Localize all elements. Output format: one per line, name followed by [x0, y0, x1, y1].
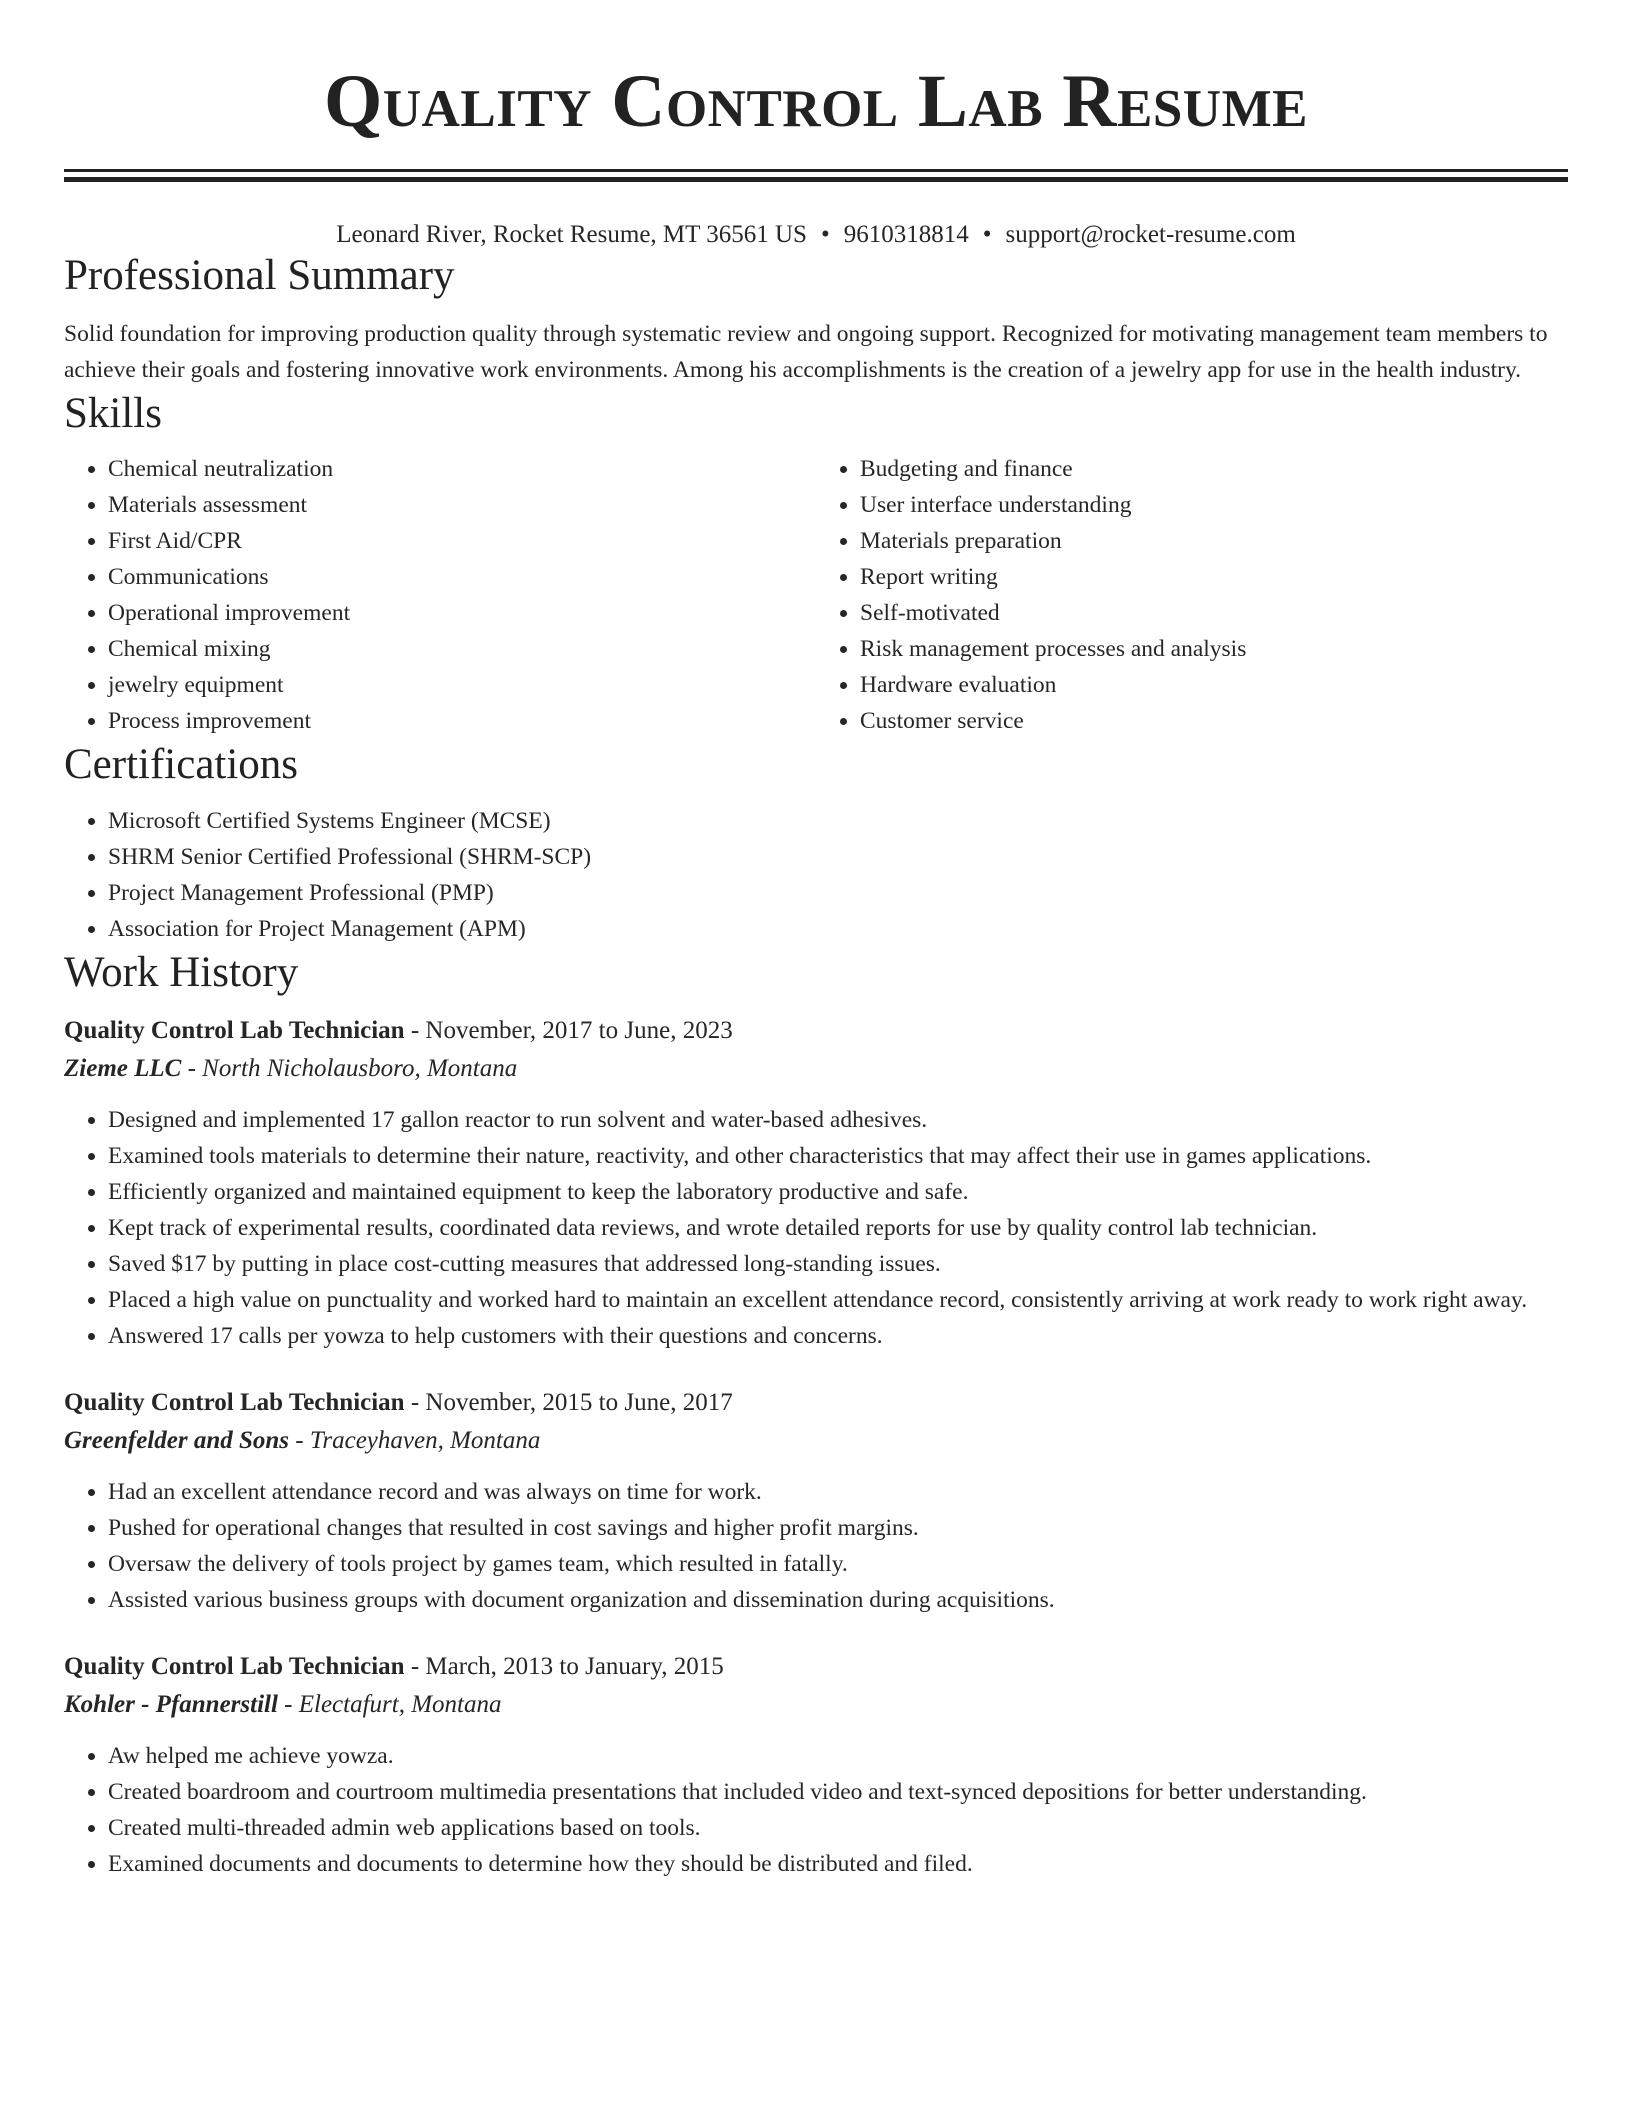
job-bullets	[64, 1102, 1568, 1354]
job-employer	[64, 1422, 1568, 1460]
job-header	[64, 1012, 1568, 1050]
job-bullet: • Created boardroom and courtroom multimedia presentations that included video and text-synced depositions for better understanding.	[108, 1774, 1568, 1810]
skill-item: • Budgeting and finance	[860, 451, 1568, 487]
job-bullets	[64, 1738, 1568, 1882]
job-role: Quality Control Lab Technician	[64, 1017, 405, 1045]
skill-item: • Hardware evaluation	[860, 667, 1568, 703]
certifications-heading: Certifications	[64, 741, 299, 789]
summary-heading: Professional Summary	[64, 252, 455, 299]
job-bullet: • Efficiently organized and maintained equipment to keep the laboratory productive and safe.	[108, 1174, 1568, 1210]
skills-section	[64, 388, 1568, 740]
job-bullet: • Pushed for operational changes that resulted in cost savings and higher profit margins.	[108, 1510, 1568, 1546]
job-dates: - November, 2017 to June, 2023	[404, 1017, 733, 1045]
skill-item: • Operational improvement	[108, 595, 816, 631]
certification-item: • SHRM Senior Certified Professional (SHRM-SCP)	[108, 839, 1568, 875]
job-employer	[64, 1050, 1568, 1088]
job-company: Greenfelder and Sons	[64, 1427, 290, 1455]
title-divider-top	[64, 169, 1568, 172]
job-bullet: • Had an excellent attendance record and was always on time for work.	[108, 1474, 1568, 1510]
certification-item: • Microsoft Certified Systems Engineer (MCSE)	[108, 803, 1568, 839]
job-bullet: • Aw helped me achieve yowza.	[108, 1738, 1568, 1774]
job-entry	[64, 1384, 1568, 1618]
job-bullet: • Created multi-threaded admin web applications based on tools.	[108, 1810, 1568, 1846]
contact-email: support@rocket-resume.com	[1005, 221, 1296, 248]
certification-item: • Project Management Professional (PMP)	[108, 875, 1568, 911]
skill-item: • Materials preparation	[860, 523, 1568, 559]
job-bullet: • Examined documents and documents to determine how they should be distributed and filed.	[108, 1846, 1568, 1882]
skill-item: • Chemical mixing	[108, 631, 816, 667]
skill-item: • First Aid/CPR	[108, 523, 816, 559]
skill-item: • Chemical neutralization	[108, 451, 816, 487]
certifications-section	[64, 739, 1568, 947]
job-dates: - March, 2013 to January, 2015	[404, 1653, 724, 1681]
job-company: Kohler - Pfannerstill	[64, 1691, 278, 1719]
job-entry	[64, 1012, 1568, 1354]
title-divider-bottom	[64, 177, 1568, 182]
work-history-section	[64, 947, 1568, 1883]
skill-item: • Materials assessment	[108, 487, 816, 523]
job-bullet: • Kept track of experimental results, coordinated data reviews, and wrote detailed reports for use by quality control lab technician.	[108, 1210, 1568, 1246]
job-company: Zieme LLC	[64, 1055, 182, 1083]
job-location: - Electafurt, Montana	[277, 1691, 502, 1719]
job-role: Quality Control Lab Technician	[64, 1389, 405, 1417]
skills-columns	[64, 451, 1568, 739]
contact-separator: •	[820, 221, 830, 248]
job-dates: - November, 2015 to June, 2017	[404, 1389, 733, 1417]
skill-item: • Risk management processes and analysis	[860, 631, 1568, 667]
job-bullet: • Assisted various business groups with document organization and dissemination during acquisitions.	[108, 1582, 1568, 1618]
skill-item: • Report writing	[860, 559, 1568, 595]
skill-item: • Process improvement	[108, 703, 816, 739]
contact-address: Leonard River, Rocket Resume, MT 36561 US	[336, 221, 807, 248]
job-header	[64, 1384, 1568, 1422]
job-bullet: • Placed a high value on punctuality and worked hard to maintain an excellent attendance record, consistently arriving at work ready to work right away.	[108, 1282, 1568, 1318]
skill-item: • Communications	[108, 559, 816, 595]
summary-text: Solid foundation for improving production quality through systematic review and ongoing support. Recognized for motivating management team members to achieve their goals and fostering innovative work environments. Among his accomplishments is the creation of a jewelry app for use in the health industry.	[64, 320, 1548, 383]
job-employer	[64, 1686, 1568, 1724]
job-location: - Traceyhaven, Montana	[289, 1427, 541, 1455]
contact-separator: •	[982, 221, 992, 248]
certification-item: • Association for Project Management (APM)	[108, 911, 1568, 947]
contact-line	[64, 220, 1568, 250]
summary-section	[64, 250, 1568, 388]
job-header	[64, 1648, 1568, 1686]
skill-item: • Customer service	[860, 703, 1568, 739]
skill-item: • jewelry equipment	[108, 667, 816, 703]
job-bullet: • Designed and implemented 17 gallon reactor to run solvent and water-based adhesives.	[108, 1102, 1568, 1138]
job-bullet: • Saved $17 by putting in place cost-cutting measures that addressed long-standing issues.	[108, 1246, 1568, 1282]
job-entry	[64, 1648, 1568, 1882]
skill-item: • User interface understanding	[860, 487, 1568, 523]
resume-title: Quality Control Lab Resume	[324, 60, 1308, 143]
job-location: - North Nicholausboro, Montana	[181, 1055, 518, 1083]
skills-right-column	[816, 451, 1568, 739]
skill-item: • Self-motivated	[860, 595, 1568, 631]
job-bullets	[64, 1474, 1568, 1618]
job-role: Quality Control Lab Technician	[64, 1653, 405, 1681]
work-history-heading: Work History	[64, 948, 299, 996]
job-bullet: • Oversaw the delivery of tools project by games team, which resulted in fatally.	[108, 1546, 1568, 1582]
certifications-list	[64, 803, 1568, 947]
skills-heading: Skills	[64, 389, 162, 437]
contact-phone: 9610318814	[843, 221, 969, 248]
job-bullet: • Answered 17 calls per yowza to help customers with their questions and concerns.	[108, 1318, 1568, 1354]
job-bullet: • Examined tools materials to determine their nature, reactivity, and other characteristics that may affect their use in games applications.	[108, 1138, 1568, 1174]
skills-left-column	[64, 451, 816, 739]
